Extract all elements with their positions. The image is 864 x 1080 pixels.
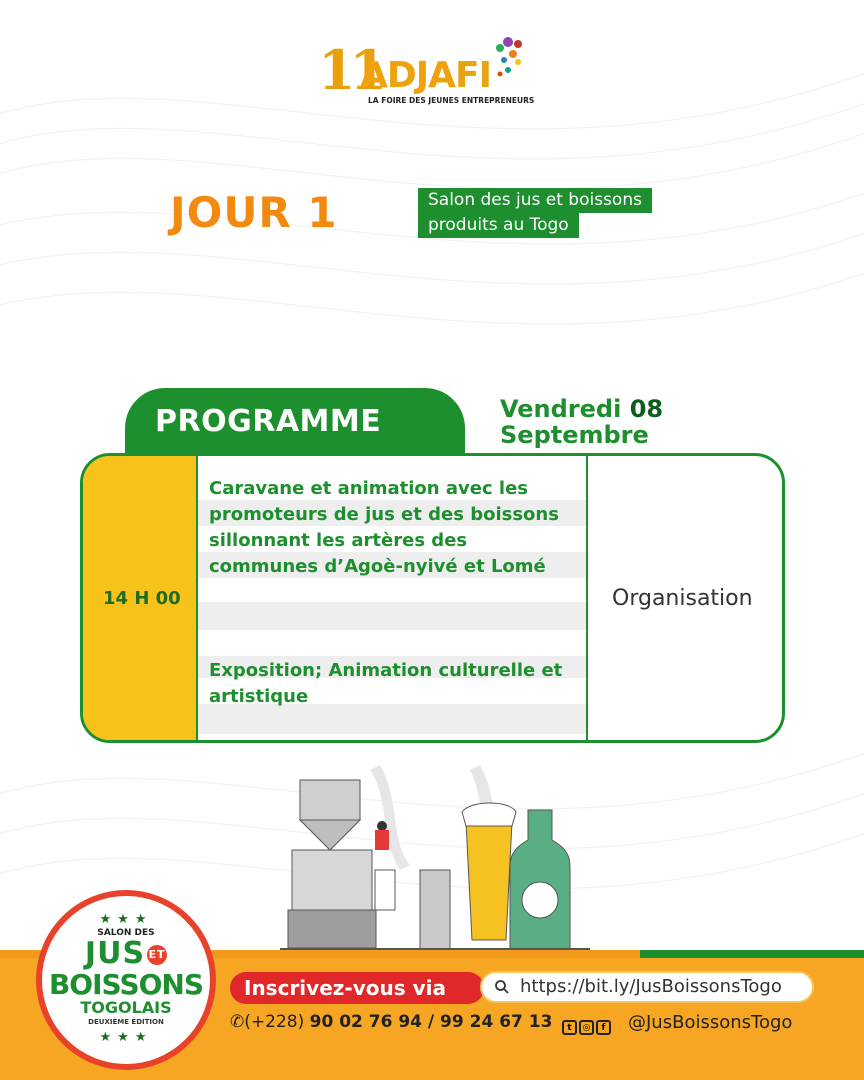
badge-edition: DEUXIÈME ÉDITION <box>88 1018 164 1026</box>
subtitle-line-1: Salon des jus et boissons <box>418 188 652 213</box>
badge-jus: JUS ET <box>84 936 166 971</box>
logo-dots-icon <box>478 34 528 94</box>
activity-caravane: Caravane et animation avec les promoteurs de jus et des boissons sillonnant les artères des communes d’Agoè-nyivé et Lomé <box>209 478 559 577</box>
brewery-illustration <box>270 760 600 960</box>
contact-phones: ✆(+228) 90 02 76 94 / 99 24 67 13 <box>230 1012 553 1032</box>
registration-link[interactable] <box>480 971 814 1003</box>
phone-icon: ✆ <box>230 1012 245 1032</box>
programme-label: PROGRAMME <box>155 404 382 439</box>
instagram-icon[interactable]: ◎ <box>579 1020 594 1035</box>
day-heading: JOUR 1 <box>170 188 338 237</box>
twitter-icon[interactable]: t <box>562 1020 577 1035</box>
footer-green-stripe <box>640 950 864 958</box>
activity-exposition: Exposition; Animation culturelle et artistique <box>209 660 563 707</box>
badge-salon: SALON DES <box>97 928 155 938</box>
organizer-cell <box>586 456 784 740</box>
activities-cell <box>198 456 586 740</box>
search-icon <box>494 979 510 995</box>
registration-url: https://bit.ly/JusBoissonsTogo <box>520 976 782 997</box>
organizer-label: Organisation <box>612 586 753 611</box>
programme-tab <box>125 388 465 454</box>
time-label: 14 H 00 <box>103 588 181 609</box>
adjafi-logo <box>318 34 538 112</box>
badge-togolais: TOGOLAIS <box>80 998 172 1017</box>
logo-tagline: LA FOIRE DES JEUNES ENTREPRENEURS <box>368 96 535 105</box>
stars-top-icon: ★★★ <box>99 912 153 927</box>
programme-table <box>80 453 785 743</box>
time-cell <box>83 456 198 740</box>
social-handle: @JusBoissonsTogo <box>628 1012 793 1033</box>
salon-badge <box>36 890 216 1070</box>
subtitle-line-2: produits au Togo <box>418 213 579 238</box>
logo-brand: ADJAFI <box>360 55 491 96</box>
event-date: Vendredi 08 Septembre <box>500 395 664 449</box>
register-button[interactable]: Inscrivez-vous via <box>230 972 484 1004</box>
logo-edition-number: 11 <box>318 38 382 102</box>
stars-bottom-icon: ★★★ <box>99 1030 153 1045</box>
social-icons <box>562 1015 613 1035</box>
event-subtitle <box>418 188 652 238</box>
badge-boissons: BOISSONS <box>48 968 204 1001</box>
facebook-icon[interactable]: f <box>596 1020 611 1035</box>
